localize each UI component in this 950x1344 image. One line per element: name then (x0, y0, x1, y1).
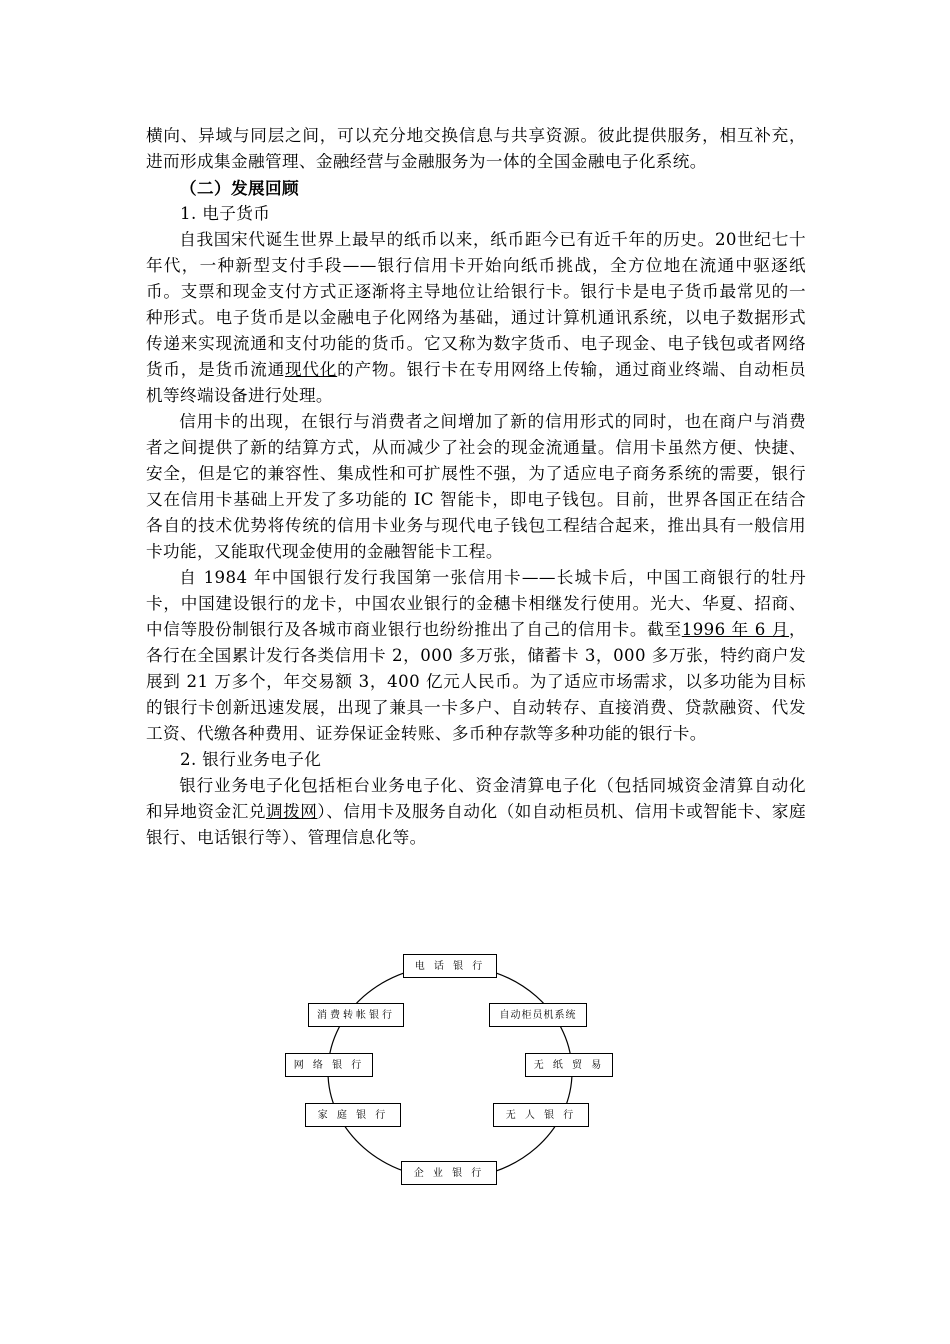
underlined-term: 现代化 (285, 360, 338, 379)
paragraph-electronic-money (146, 227, 806, 409)
node-transfer-banking: 消费转帐银行 (308, 1003, 404, 1027)
node-network-banking: 网 络 银 行 (285, 1053, 373, 1077)
paragraph-text: ）、信用卡及服务自动化（如自动柜员机、信用卡或智能卡、家庭银行、电话银行等）、管理信息化等。 (146, 802, 806, 847)
node-atm-system: 自动柜员机系统 (489, 1003, 587, 1027)
paragraph-banking-electronization (146, 773, 806, 851)
banking-services-diagram (285, 950, 615, 1195)
node-phone-banking: 电 话 银 行 (403, 954, 497, 978)
paragraph-text: ，各行在全国累计发行各类信用卡 2，000 多万张，储蓄卡 3，000 多万张，特约商户发展到 21 万多个，年交易额 3，400 亿元人民币。为了适应市场需求，以多功能为目标的银行卡创新迅速发展，出现了兼具一卡多户、自动转存、直接消费、贷款融资、代发工资、代缴各种费用、证券保证金转账、多币种存款等多种功能的银行卡。 (146, 620, 806, 743)
paragraph-text: 自 1984 年中国银行发行我国第一张信用卡——长城卡后，中国工商银行的牡丹卡，中国建设银行的龙卡，中国农业银行的金穗卡相继发行使用。光大、华夏、招商、中信等股份制银行及各城市商业银行也纷纷推出了自己的信用卡。截至 (146, 568, 806, 639)
node-unmanned-banking: 无 人 银 行 (493, 1103, 589, 1127)
subsection-title-banking: 2. 银行业务电子化 (180, 750, 322, 769)
paragraph-credit-card: 信用卡的出现，在银行与消费者之间增加了新的信用形式的同时，也在商户与消费者之间提供了新的结算方式，从而减少了社会的现金流通量。信用卡虽然方便、快捷、安全，但是它的兼容性、集成性和可扩展性不强，为了适应电子商务系统的需要，银行又在信用卡基础上开发了多功能的 IC 智能卡，即电子钱包。目前，世界各国正在结合各自的技术优势将传统的信用卡业务与现代电子钱包工程结合起来，推出具有一般信用卡功能，又能取代现金使用的金融智能卡工程。 (146, 412, 806, 561)
paragraph-continued: 横向、异域与同层之间，可以充分地交换信息与共享资源。彼此提供服务，相互补充，进而形成集金融管理、金融经营与金融服务为一体的全国金融电子化系统。 (146, 126, 806, 171)
paragraph-text: 银行业务电子化包括柜台业务电子化、资金清算电子化（包括同城资金清算自动化和异地资金汇兑 (146, 776, 806, 821)
underlined-date: 1996 年 6 月 (681, 620, 789, 639)
paragraph-text: 的产物。银行卡在专用网络上传输，通过商业终端、自动柜员机等终端设备进行处理。 (146, 360, 806, 405)
underlined-term: 调拨网 (265, 802, 318, 821)
body-text (146, 123, 806, 851)
node-home-banking: 家 庭 银 行 (305, 1103, 401, 1127)
paragraph-bank-cards (146, 565, 806, 747)
subsection-title-electronic-money: 1. 电子货币 (180, 204, 271, 223)
section-heading: （二）发展回顾 (180, 178, 299, 198)
node-paperless-trade: 无 纸 贸 易 (525, 1053, 613, 1077)
node-enterprise-banking: 企 业 银 行 (401, 1161, 497, 1185)
paragraph-text: 自我国宋代诞生世界上最早的纸币以来，纸币距今已有近千年的历史。20世纪七十年代，一种新型支付手段——银行信用卡开始向纸币挑战，全方位地在流通中驱逐纸币。支票和现金支付方式正逐渐将主导地位让给银行卡。银行卡是电子货币最常见的一种形式。电子货币是以金融电子化网络为基础，通过计算机通讯系统，以电子数据形式传递来实现流通和支付功能的货币。它又称为数字货币、电子现金、电子钱包或者网络货币，是货币流通 (146, 230, 806, 379)
